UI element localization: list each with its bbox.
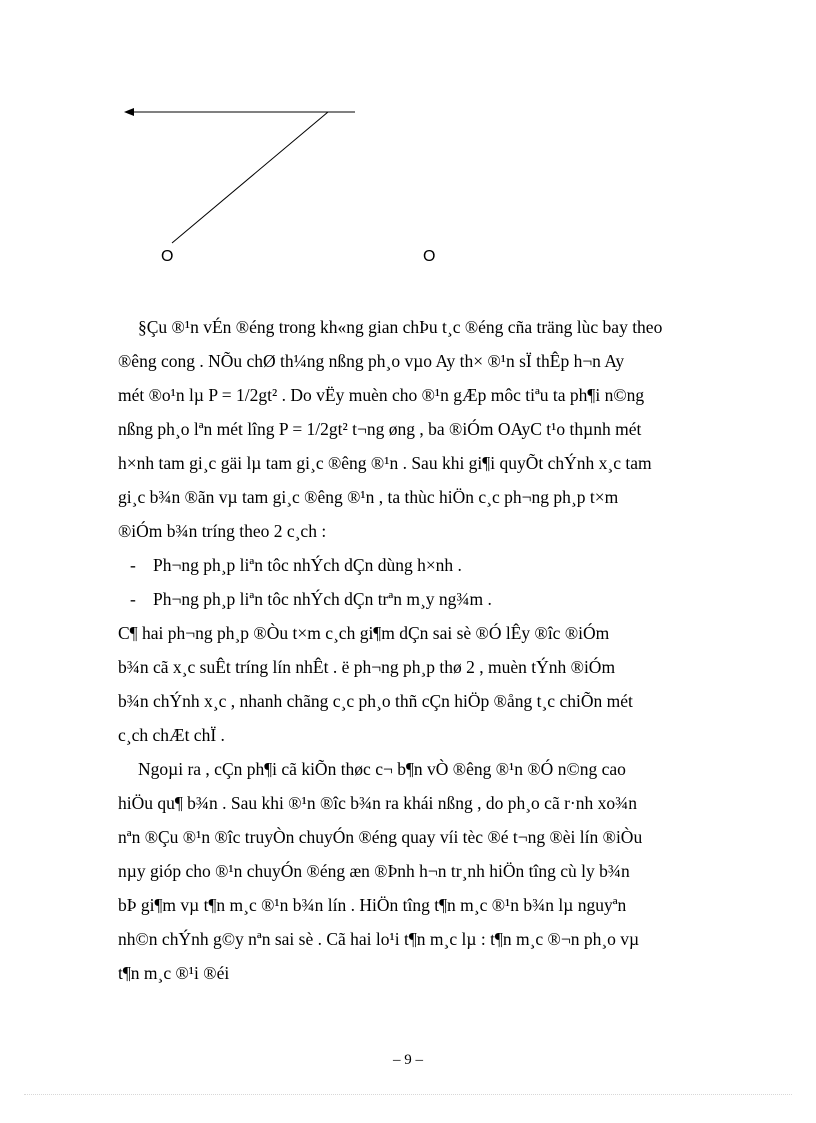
text-line: ®êng cong . NÕu chØ th¼ng nßng ph¸o vµo Ay th× ®¹n sÏ thÊp h¬n Ay (118, 351, 625, 371)
paragraph-3 (118, 752, 698, 990)
list-item (118, 582, 698, 616)
label-o-right: O (423, 248, 436, 265)
page-number: – 9 – (393, 1052, 423, 1068)
arrow-head (124, 108, 134, 116)
text-line: nh©n chÝnh g©y nªn sai sè . Cã hai lo¹i t¶n m¸c lµ : t¶n m¸c ®¬n ph¸o vµ (118, 929, 640, 949)
page-bottom-divider (24, 1094, 792, 1095)
text-line: bÞ gi¶m vµ t¶n m¸c ®¹n b¾n lín . HiÖn tîng t¶n m¸c ®¹n b¾n lµ nguyªn (118, 895, 627, 915)
label-o-left: O (161, 248, 174, 265)
text-line: nµy gióp cho ®¹n chuyÓn ®éng æn ®Þnh h¬n tr¸nh hiÖn tîng cù ly b¾n (118, 861, 630, 881)
document-body (118, 310, 698, 990)
paragraph-1 (118, 310, 698, 548)
text-line: b¾n cã x¸c suÊt tríng lín nhÊt . ë ph¬ng ph¸p thø 2 , muèn tÝnh ®iÓm (118, 657, 616, 677)
text-line: b¾n chÝnh x¸c , nhanh chãng c¸c ph¸o thñ cÇn hiÖp ®ång t¸c chiÕn mét (118, 691, 633, 711)
paragraph-2 (118, 616, 698, 752)
text-line: nßng ph¸o lªn mét lîng P = 1/2gt² t¬ng øng , ba ®iÓm OAyC t¹o thµnh mét (118, 419, 642, 439)
text-line: c¸ch chÆt chÏ . (118, 725, 225, 745)
text-line: Ngoµi ra , cÇn ph¶i cã kiÕn thøc c¬ b¶n vÒ ®êng ®¹n ®Ó n©ng cao (138, 759, 626, 779)
diagonal-line (172, 112, 328, 243)
text-line: t¶n m¸c ®¹i ®éi (118, 963, 230, 983)
list-item-text: Ph¬ng ph¸p liªn tôc nhÝch dÇn dùng h×nh . (153, 555, 462, 575)
list-item (118, 548, 698, 582)
text-line: h×nh tam gi¸c gäi lµ tam gi¸c ®êng ®¹n . Sau khi gi¶i quyÕt chÝnh x¸c tam (118, 453, 652, 473)
list-item-text: Ph¬ng ph¸p liªn tôc nhÝch dÇn trªn m¸y ng¾m . (153, 589, 492, 609)
text-line: hiÖu qu¶ b¾n . Sau khi ®¹n ®îc b¾n ra khái nßng , do ph¸o cã r·nh xo¾n (118, 793, 638, 813)
trajectory-diagram (0, 0, 816, 280)
bullet-list (118, 548, 698, 616)
text-line: nªn ®Çu ®¹n ®îc truyÒn chuyÓn ®éng quay víi tèc ®é t¬ng ®èi lín ®iÒu (118, 827, 643, 847)
bullet-dash: - (130, 589, 136, 609)
text-line: gi¸c b¾n ®ãn vµ tam gi¸c ®êng ®¹n , ta thùc hiÖn c¸c ph¬ng ph¸p t×m (118, 487, 619, 507)
bullet-dash: - (130, 555, 136, 575)
text-line: mét ®o¹n lµ P = 1/2gt² . Do vËy muèn cho ®¹n gÆp môc tiªu ta ph¶i n©ng (118, 385, 645, 405)
text-line: ®iÓm b¾n tríng theo 2 c¸ch : (118, 521, 327, 541)
text-line: C¶ hai ph¬ng ph¸p ®Òu t×m c¸ch gi¶m dÇn sai sè ®Ó lÊy ®îc ®iÓm (118, 623, 610, 643)
text-line: §Çu ®¹n vÉn ®éng trong kh«ng gian chÞu t¸c ®éng cña träng lùc bay theo (138, 317, 663, 337)
